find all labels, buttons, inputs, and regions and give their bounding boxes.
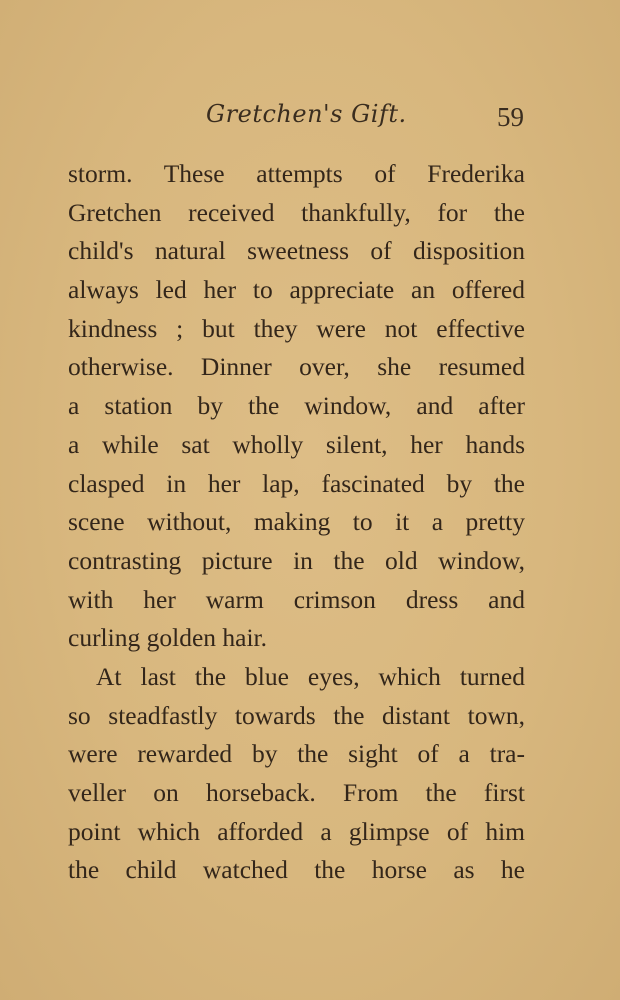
text-line: a while sat wholly silent, her hands bbox=[68, 429, 525, 459]
running-header bbox=[0, 100, 620, 140]
body-text bbox=[68, 155, 525, 890]
text-line: so steadfastly towards the distant town, bbox=[68, 700, 525, 730]
text-line: the child watched the horse as he bbox=[68, 855, 525, 885]
running-title: Gretchen's Gift. bbox=[206, 100, 407, 128]
text-line: with her warm crimson dress and bbox=[68, 584, 525, 614]
text-line: child's natural sweetness of disposition bbox=[68, 236, 525, 266]
text-line: kindness ; but they were not effective bbox=[68, 313, 525, 343]
text-line: At last the blue eyes, which turned bbox=[96, 661, 525, 691]
text-line: contrasting picture in the old window, bbox=[68, 545, 525, 575]
page-number: 59 bbox=[497, 102, 524, 132]
text-line: always led her to appreciate an offered bbox=[68, 275, 525, 305]
text-line: point which afforded a glimpse of him bbox=[68, 816, 525, 846]
text-line: a station by the window, and after bbox=[68, 391, 525, 421]
text-line: veller on horseback. From the first bbox=[68, 778, 525, 807]
text-line: clasped in her lap, fascinated by the bbox=[68, 468, 525, 498]
text-line: scene without, making to it a pretty bbox=[68, 507, 525, 537]
text-line: storm. These attempts of Frederika bbox=[68, 159, 525, 188]
text-line: Gretchen received thankfully, for the bbox=[68, 197, 525, 227]
text-line: were rewarded by the sight of a tra- bbox=[68, 739, 525, 769]
text-line: curling golden hair. bbox=[68, 623, 267, 653]
text-line: otherwise. Dinner over, she resumed bbox=[68, 352, 525, 382]
